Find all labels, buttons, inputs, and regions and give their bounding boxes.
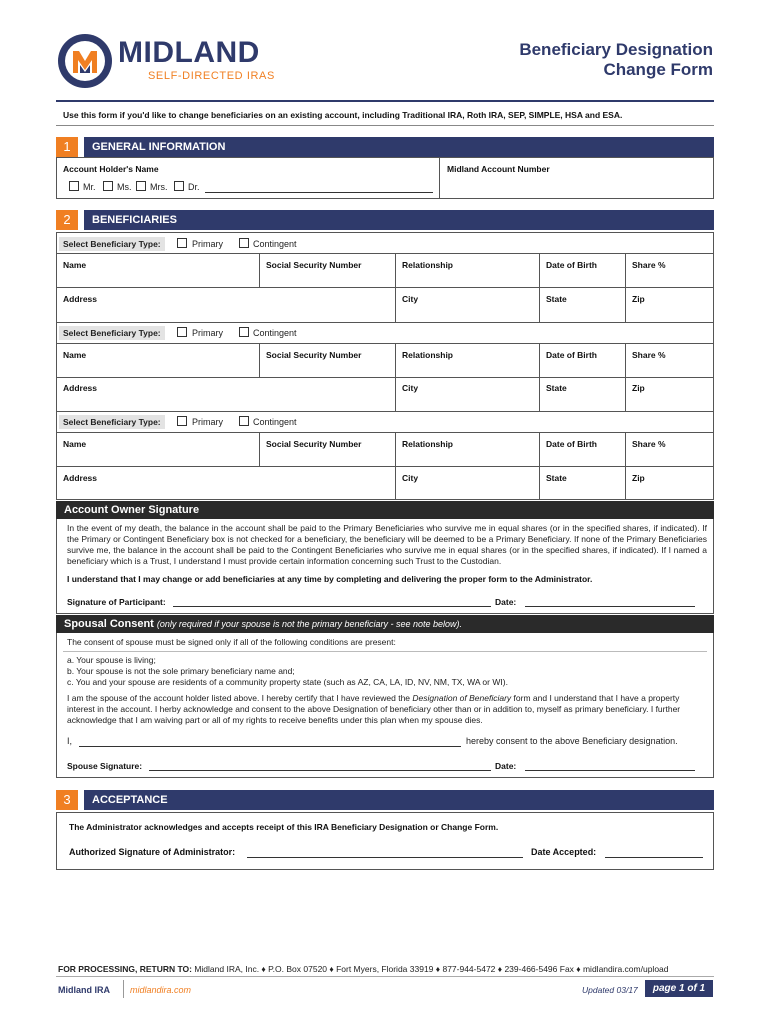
- ssn-label: Social Security Number: [266, 350, 362, 360]
- signature-terms: In the event of my death, the balance in the account shall be paid to the Primary Beneficiaries who survive me in equal shares (or in the specified shares, if indicated). If the Primary or Contingent Beneficiary box is not checked for a beneficiary, the beneficiary will be deemed to be a Primary Beneficiary. If none of the Primary Beneficiaries survive me, the balance in the account shall be paid to the Contingent Beneficiaries who survive me in equal shares (or in the specified shares, if indicated). If I named a beneficiary which is a Trust, I understand I must provide certain information concerning such Trust to the Custodian.: [67, 523, 707, 566]
- section-number: 3: [56, 790, 78, 810]
- relationship-label: Relationship: [402, 350, 454, 360]
- row-divider: [57, 287, 713, 288]
- col-divider: [259, 432, 260, 466]
- city-label: City: [402, 294, 419, 304]
- contingent-checkbox[interactable]: [239, 238, 249, 248]
- logo-subtitle: SELF-DIRECTED IRAS: [148, 70, 275, 82]
- spouse-signature-field[interactable]: [149, 770, 491, 771]
- zip-label: Zip: [632, 294, 645, 304]
- logo-name: MIDLAND: [118, 36, 260, 69]
- spousal-consent-note: (only required if your spouse is not the primary beneficiary - see note below).: [156, 619, 463, 629]
- ssn-label: Social Security Number: [266, 260, 362, 270]
- state-label: State: [546, 294, 567, 304]
- contingent-label: Contingent: [253, 239, 297, 249]
- signature-statement: I understand that I may change or add beneficiaries at any time by completing and delivering the proper form to the Administrator.: [67, 574, 593, 584]
- condition-a: a. Your spouse is living;: [67, 655, 156, 665]
- admin-signature-field[interactable]: [247, 857, 523, 858]
- dob-label: Date of Birth: [546, 439, 597, 449]
- intro-rule: [56, 125, 714, 126]
- title-line-1: Beneficiary Designation: [519, 40, 713, 59]
- dob-label: Date of Birth: [546, 350, 597, 360]
- spousal-consent-box: [56, 633, 714, 778]
- spouse-signature-label: Spouse Signature:: [67, 761, 143, 771]
- document-title: [519, 40, 713, 80]
- dr-checkbox[interactable]: [174, 181, 184, 191]
- date-label: Date:: [495, 761, 517, 771]
- processing-text: Midland IRA, Inc. ♦ P.O. Box 07520 ♦ Fort Myers, Florida 33919 ♦ 877-944-5472 ♦ 239-466-5496 Fax ♦ midlandira.com/upload: [191, 964, 669, 974]
- beneficiary-type-label: Select Beneficiary Type:: [59, 237, 165, 251]
- name-label: Name: [63, 439, 87, 449]
- footer-rule: [56, 976, 714, 977]
- acceptance-box: [56, 812, 714, 870]
- col-divider: [259, 343, 260, 377]
- primary-label: Primary: [192, 328, 223, 338]
- date-accepted-field[interactable]: [605, 857, 703, 858]
- header-rule: [56, 100, 714, 102]
- page-number-badge: page 1 of 1: [645, 980, 713, 997]
- midland-logo: [58, 34, 278, 88]
- processing-label: FOR PROCESSING, RETURN TO:: [58, 964, 192, 974]
- dr-label: Dr.: [188, 182, 200, 192]
- section-3-header: [56, 790, 714, 810]
- footer-separator: [123, 980, 124, 998]
- spousal-certification: [67, 693, 707, 726]
- account-owner-signature-header: Account Owner Signature: [56, 501, 714, 519]
- ms-label: Ms.: [117, 182, 132, 192]
- contingent-checkbox[interactable]: [239, 327, 249, 337]
- mr-label: Mr.: [83, 182, 96, 192]
- mrs-checkbox[interactable]: [136, 181, 146, 191]
- certification-text: I am the spouse of the account holder listed above. I hereby certify that I have reviewed the: [67, 693, 413, 703]
- city-label: City: [402, 473, 419, 483]
- beneficiaries-box: [56, 232, 714, 500]
- spousal-conditions-intro: The consent of spouse must be signed only if all of the following conditions are present:: [67, 637, 396, 647]
- city-label: City: [402, 383, 419, 393]
- primary-label: Primary: [192, 239, 223, 249]
- address-label: Address: [63, 473, 98, 483]
- divider: [63, 651, 707, 652]
- certification-text-continued: form and I understand that I have a property interest in the account. I herby acknowledge and consent to the above Designation of beneficiary other than or in addition to, myself as primary beneficiary. I further acknowledge that I am waiving part or all of my rights to receive benefits under this plan when my spouse dies.: [67, 693, 681, 725]
- admin-signature-label: Authorized Signature of Administrator:: [69, 847, 236, 857]
- primary-checkbox[interactable]: [177, 238, 187, 248]
- section-number: 2: [56, 210, 78, 230]
- account-number-label: Midland Account Number: [447, 164, 550, 174]
- share-label: Share %: [632, 439, 666, 449]
- logo-circle-icon: [58, 34, 112, 88]
- account-holder-name-field[interactable]: [205, 192, 433, 193]
- spousal-consent-title: Spousal Consent: [64, 618, 154, 630]
- contingent-label: Contingent: [253, 417, 297, 427]
- name-label: Name: [63, 350, 87, 360]
- relationship-label: Relationship: [402, 439, 454, 449]
- section-number: 1: [56, 137, 78, 157]
- section-1-header: [56, 137, 714, 157]
- title-line-2: Change Form: [603, 60, 713, 79]
- ssn-label: Social Security Number: [266, 439, 362, 449]
- state-label: State: [546, 473, 567, 483]
- state-label: State: [546, 383, 567, 393]
- general-information-box: [56, 157, 714, 199]
- logo-m-icon: [65, 41, 105, 81]
- processing-address: [58, 964, 669, 974]
- address-label: Address: [63, 383, 98, 393]
- dob-label: Date of Birth: [546, 260, 597, 270]
- beneficiary-type-label: Select Beneficiary Type:: [59, 326, 165, 340]
- share-label: Share %: [632, 350, 666, 360]
- contingent-checkbox[interactable]: [239, 416, 249, 426]
- primary-label: Primary: [192, 417, 223, 427]
- participant-signature-label: Signature of Participant:: [67, 597, 166, 607]
- zip-label: Zip: [632, 473, 645, 483]
- spouse-name-prefix: I,: [67, 736, 73, 746]
- section-2-header: [56, 210, 714, 230]
- address-label: Address: [63, 294, 98, 304]
- footer-updated: Updated 03/17: [582, 985, 638, 995]
- section-title: ACCEPTANCE: [84, 790, 714, 810]
- row-divider: [57, 432, 713, 433]
- spousal-consent-header: [56, 615, 714, 633]
- relationship-label: Relationship: [402, 260, 454, 270]
- contingent-label: Contingent: [253, 328, 297, 338]
- footer-brand: Midland IRA: [58, 985, 110, 995]
- condition-b: b. Your spouse is not the sole primary beneficiary name and;: [67, 666, 295, 676]
- section-title: GENERAL INFORMATION: [84, 137, 714, 157]
- consent-statement: hereby consent to the above Beneficiary designation.: [466, 736, 678, 746]
- account-holder-label: Account Holder's Name: [63, 164, 159, 174]
- signature-box: [56, 519, 714, 614]
- col-divider: [259, 253, 260, 287]
- spouse-name-field[interactable]: [79, 746, 461, 747]
- row-divider: [57, 377, 713, 378]
- row-divider: [57, 411, 713, 412]
- date-label: Date:: [495, 597, 517, 607]
- mrs-label: Mrs.: [150, 182, 168, 192]
- ms-checkbox[interactable]: [103, 181, 113, 191]
- row-divider: [57, 322, 713, 323]
- footer-website: midlandira.com: [130, 985, 192, 995]
- certification-form-name: Designation of Beneficiary: [412, 693, 512, 703]
- name-label: Name: [63, 260, 87, 270]
- date-accepted-label: Date Accepted:: [531, 847, 597, 857]
- intro-text: Use this form if you'd like to change beneficiaries on an existing account, including Traditional IRA, Roth IRA, SEP, SIMPLE, HSA and ESA.: [63, 110, 623, 120]
- primary-checkbox[interactable]: [177, 416, 187, 426]
- primary-checkbox[interactable]: [177, 327, 187, 337]
- share-label: Share %: [632, 260, 666, 270]
- acceptance-statement: The Administrator acknowledges and accepts receipt of this IRA Beneficiary Designation or Change Form.: [69, 822, 499, 832]
- divider: [439, 158, 440, 198]
- zip-label: Zip: [632, 383, 645, 393]
- row-divider: [57, 343, 713, 344]
- participant-date-field[interactable]: [525, 606, 695, 607]
- spouse-date-field[interactable]: [525, 770, 695, 771]
- mr-checkbox[interactable]: [69, 181, 79, 191]
- beneficiary-type-label: Select Beneficiary Type:: [59, 415, 165, 429]
- row-divider: [57, 253, 713, 254]
- participant-signature-field[interactable]: [173, 606, 491, 607]
- condition-c: c. You and your spouse are residents of a community property state (such as AZ, CA, LA, ID, NV, NM, TX, WA or WI).: [67, 677, 508, 687]
- section-title: BENEFICIARIES: [84, 210, 714, 230]
- row-divider: [57, 466, 713, 467]
